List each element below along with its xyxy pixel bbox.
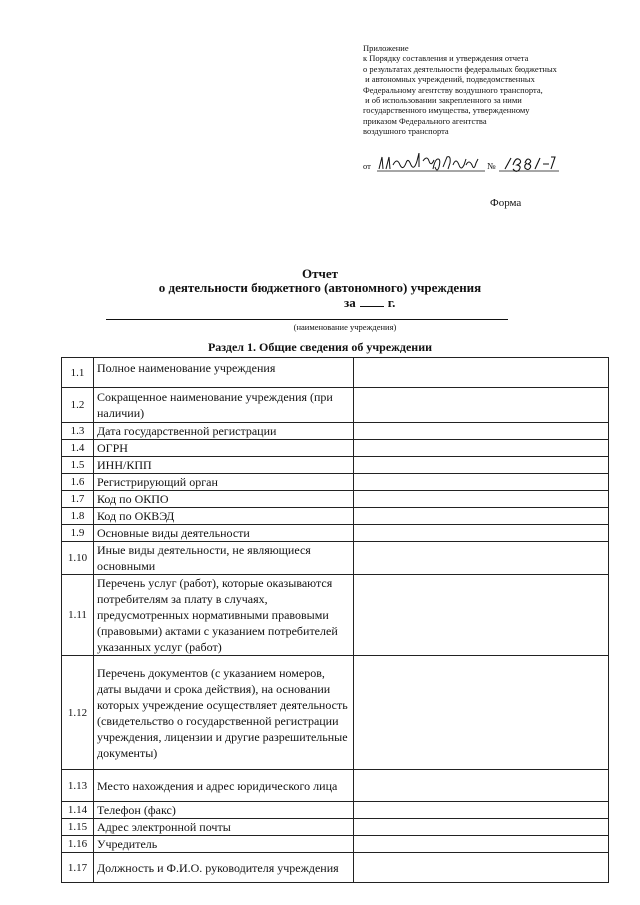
appendix-line: о результатах деятельности федеральных бюджетных bbox=[363, 63, 557, 74]
row-value-cell[interactable] bbox=[354, 525, 609, 542]
row-value-cell[interactable] bbox=[354, 542, 609, 575]
period-prefix: за bbox=[344, 295, 356, 310]
row-label: Регистрирующий орган bbox=[94, 474, 354, 491]
report-period bbox=[344, 294, 395, 311]
report-subtitle: о деятельности бюджетного (автономного) учреждения bbox=[158, 280, 482, 295]
institution-name-caption: (наименование учреждения) bbox=[293, 322, 397, 332]
row-label: Полное наименование учреждения bbox=[94, 358, 354, 388]
appendix-line: государственного имущества, утвержденному bbox=[363, 105, 530, 116]
order-prefix: от bbox=[363, 161, 371, 171]
appendix-line: и автономных учреждений, подведомственных bbox=[363, 74, 535, 85]
general-info-table bbox=[61, 357, 609, 883]
section-title: Раздел 1. Общие сведения об учреждении bbox=[207, 340, 433, 354]
table-row bbox=[62, 358, 609, 388]
order-reference bbox=[363, 153, 563, 175]
row-number: 1.5 bbox=[62, 457, 94, 474]
row-label: Должность и Ф.И.О. руководителя учреждения bbox=[94, 853, 354, 883]
row-number: 1.14 bbox=[62, 802, 94, 819]
row-value-cell[interactable] bbox=[354, 575, 609, 656]
row-label: Иные виды деятельности, не являющиеся основными bbox=[94, 542, 354, 575]
row-value-cell[interactable] bbox=[354, 491, 609, 508]
row-value-cell[interactable] bbox=[354, 853, 609, 883]
period-suffix: г. bbox=[387, 295, 396, 310]
row-label: Сокращенное наименование учреждения (при наличии) bbox=[94, 388, 354, 423]
appendix-line: Приложение bbox=[363, 43, 409, 53]
row-number: 1.16 bbox=[62, 836, 94, 853]
table-row bbox=[62, 474, 609, 491]
row-number: 1.2 bbox=[62, 388, 94, 423]
row-number: 1.9 bbox=[62, 525, 94, 542]
row-label: Телефон (факс) bbox=[94, 802, 354, 819]
row-label: Учредитель bbox=[94, 836, 354, 853]
appendix-line: и об использовании закрепленного за ними bbox=[363, 95, 522, 106]
row-label: Место нахождения и адрес юридического лица bbox=[94, 770, 354, 802]
row-value-cell[interactable] bbox=[354, 819, 609, 836]
row-number: 1.4 bbox=[62, 440, 94, 457]
row-number: 1.7 bbox=[62, 491, 94, 508]
row-number: 1.6 bbox=[62, 474, 94, 491]
row-number: 1.13 bbox=[62, 770, 94, 802]
table-row bbox=[62, 802, 609, 819]
handwritten-order-date-number bbox=[373, 153, 563, 175]
row-number: 1.17 bbox=[62, 853, 94, 883]
table-row bbox=[62, 542, 609, 575]
row-value-cell[interactable] bbox=[354, 508, 609, 525]
appendix-line: приказом Федерального агентства bbox=[363, 115, 487, 126]
row-label: Перечень услуг (работ), которые оказываются потребителям за плату в случаях, предусмотренных нормативными правовыми (правовыми) актами с указанием потребителей указанных услуг (работ) bbox=[94, 575, 354, 656]
row-value-cell[interactable] bbox=[354, 656, 609, 770]
table-row bbox=[62, 575, 609, 656]
row-value-cell[interactable] bbox=[354, 836, 609, 853]
row-number: 1.12 bbox=[62, 656, 94, 770]
row-number: 1.10 bbox=[62, 542, 94, 575]
row-value-cell[interactable] bbox=[354, 770, 609, 802]
table-row bbox=[62, 525, 609, 542]
appendix-line: воздушного транспорта bbox=[363, 126, 449, 137]
row-value-cell[interactable] bbox=[354, 423, 609, 440]
row-number: 1.15 bbox=[62, 819, 94, 836]
row-value-cell[interactable] bbox=[354, 474, 609, 491]
table-row bbox=[62, 770, 609, 802]
row-label: Код по ОКВЭД bbox=[94, 508, 354, 525]
table-row bbox=[62, 836, 609, 853]
table-row bbox=[62, 508, 609, 525]
row-label: ОГРН bbox=[94, 440, 354, 457]
row-value-cell[interactable] bbox=[354, 358, 609, 388]
row-number: 1.1 bbox=[62, 358, 94, 388]
row-label: Перечень документов (с указанием номеров, даты выдачи и срока действия), на основании которых учреждение осуществляет деятельность (свидетельство о государственной регистрации учреждения, лицензии и другие разрешительные документы) bbox=[94, 656, 354, 770]
table-row bbox=[62, 853, 609, 883]
svg-text:№: № bbox=[487, 161, 496, 171]
appendix-block bbox=[363, 43, 623, 137]
row-value-cell[interactable] bbox=[354, 388, 609, 423]
row-value-cell[interactable] bbox=[354, 457, 609, 474]
table-row bbox=[62, 457, 609, 474]
table-row bbox=[62, 491, 609, 508]
row-number: 1.11 bbox=[62, 575, 94, 656]
row-label: Код по ОКПО bbox=[94, 491, 354, 508]
row-number: 1.8 bbox=[62, 508, 94, 525]
form-label: Форма bbox=[490, 197, 522, 209]
table-row bbox=[62, 388, 609, 423]
row-label: Основные виды деятельности bbox=[94, 525, 354, 542]
table-row bbox=[62, 656, 609, 770]
row-label: Адрес электронной почты bbox=[94, 819, 354, 836]
table-row bbox=[62, 423, 609, 440]
row-number: 1.3 bbox=[62, 423, 94, 440]
row-label: ИНН/КПП bbox=[94, 457, 354, 474]
report-title: Отчет bbox=[302, 266, 338, 281]
period-year-blank[interactable] bbox=[360, 294, 384, 307]
appendix-line: к Порядку составления и утверждения отчета bbox=[363, 53, 529, 64]
row-value-cell[interactable] bbox=[354, 802, 609, 819]
institution-name-line[interactable] bbox=[106, 319, 508, 320]
table-row bbox=[62, 819, 609, 836]
row-label: Дата государственной регистрации bbox=[94, 423, 354, 440]
appendix-line: Федеральному агентству воздушного транспорта, bbox=[363, 84, 543, 95]
row-value-cell[interactable] bbox=[354, 440, 609, 457]
table-row bbox=[62, 440, 609, 457]
